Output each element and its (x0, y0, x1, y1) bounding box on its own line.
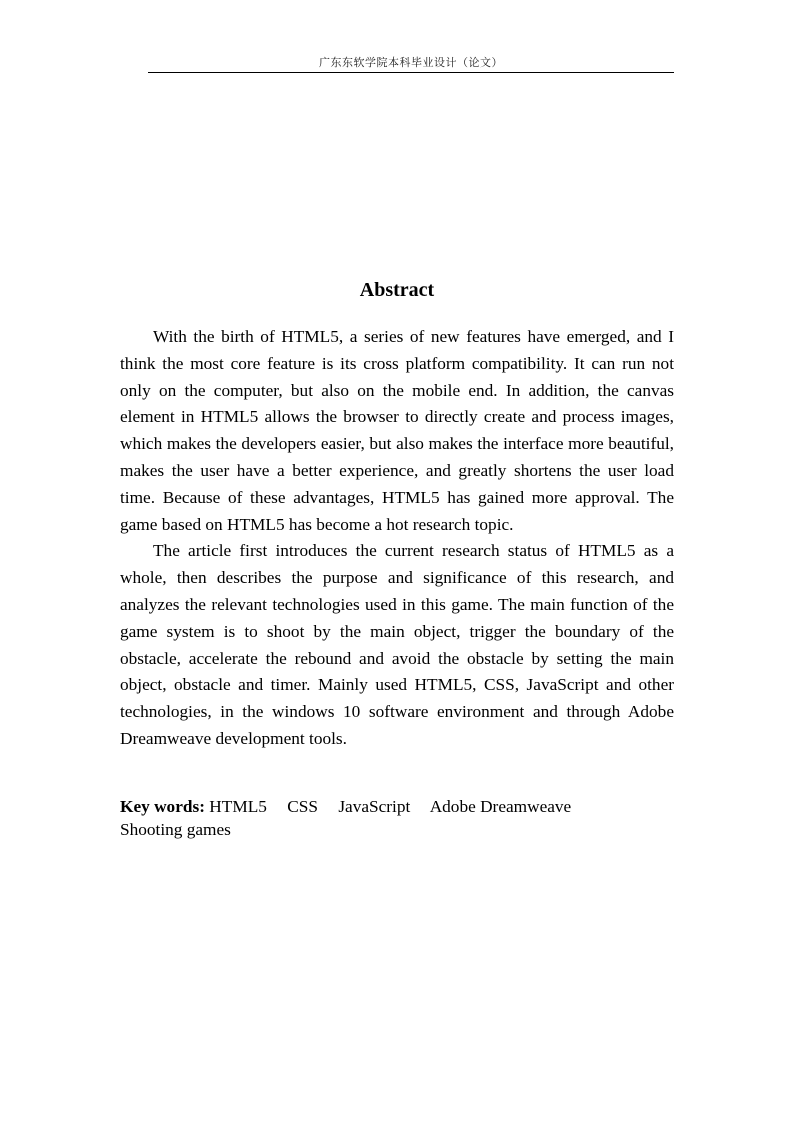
keywords-label: Key words: (120, 797, 205, 816)
running-header: 广东东软学院本科毕业设计（论文） (319, 56, 503, 69)
keyword-css: CSS (287, 797, 318, 816)
keyword-adobe-dreamweave: Adobe Dreamweave (429, 797, 572, 816)
abstract-body (120, 324, 674, 753)
abstract-paragraph-1: With the birth of HTML5, a series of new features have emerged, and I think the most core feature is its cross platform compatibility. It can run not only on the computer, but also on the mobile end. In addition, the canvas element in HTML5 allows the browser to directly create and process images, which makes the developers easier, but also makes the interface more beautiful, makes the user have a better experience, and greatly shortens the user load time. Because of these advantages, HTML5 has gained more approval. The game based on HTML5 has become a hot research topic. (120, 327, 674, 534)
keyword-javascript: JavaScript (338, 797, 411, 816)
abstract-title: Abstract (359, 279, 435, 301)
abstract-paragraph-2: The article first introduces the current research status of HTML5 as a whole, then describes the purpose and significance of this research, and analyzes the relevant technologies used in this game. The main function of the game system is to shoot by the main object, trigger the boundary of the obstacle, accelerate the rebound and avoid the obstacle by setting the main object, obstacle and timer. Mainly used HTML5, CSS, JavaScript and other technologies, in the windows 10 software environment and through Adobe Dreamweave development tools. (120, 541, 674, 748)
keywords-block (120, 795, 674, 841)
keyword-html5: HTML5 (209, 797, 267, 816)
header-rule (148, 72, 674, 73)
keyword-shooting-games: Shooting games (120, 820, 231, 839)
